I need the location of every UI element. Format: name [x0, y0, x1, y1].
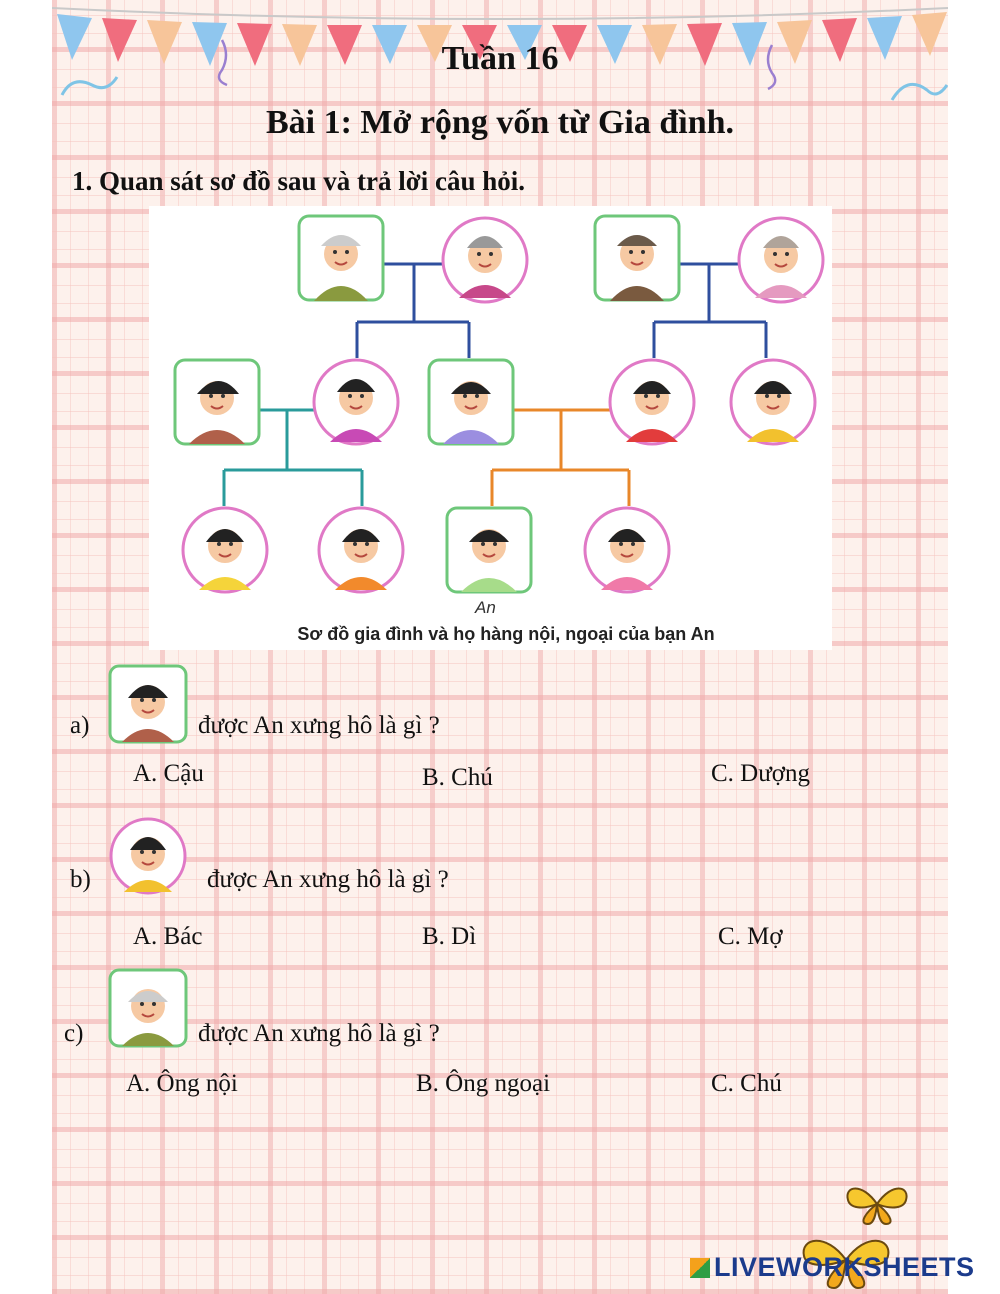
an-label: An: [475, 598, 496, 617]
an-portrait: [447, 508, 531, 592]
question-b-option-a[interactable]: A. Bác: [133, 923, 203, 950]
mother-portrait: [610, 360, 694, 444]
week-title: Tuần 16: [441, 40, 559, 77]
question-a-portrait: [108, 664, 188, 744]
question-a-option-c[interactable]: C. Dượng: [711, 760, 810, 787]
question-b-portrait: [108, 816, 188, 896]
question-c-option-a[interactable]: A. Ông nội: [126, 1070, 238, 1097]
liveworksheets-text: LIVEWORKSHEETS: [714, 1252, 975, 1282]
maternal-grandmother-portrait: [739, 218, 823, 302]
question-a-option-a[interactable]: A. Cậu: [133, 760, 204, 787]
cousin-girl-1-portrait: [183, 508, 267, 592]
maternal-grandfather-portrait: [595, 216, 679, 301]
question-a-letter: a): [70, 712, 90, 739]
question-a-text: được An xưng hô là gì ?: [198, 712, 440, 739]
exercise-heading: 1. Quan sát sơ đồ sau và trả lời câu hỏi.: [72, 166, 525, 196]
butterfly-icon: [842, 1182, 912, 1226]
question-b-text: được An xưng hô là gì ?: [207, 866, 449, 893]
question-b-option-c[interactable]: C. Mợ: [718, 923, 783, 950]
question-c-option-c[interactable]: C. Chú: [711, 1070, 782, 1097]
aunt-paternal-portrait: [314, 360, 398, 444]
question-c-option-b[interactable]: B. Ông ngoại: [416, 1070, 551, 1097]
lesson-title: Bài 1: Mở rộng vốn từ Gia đình.: [265, 104, 735, 141]
paternal-grandmother-portrait: [443, 218, 527, 302]
uncle-paternal-portrait: [175, 360, 259, 444]
cousin-girl-2-portrait: [319, 508, 403, 592]
liveworksheets-watermark: [690, 1252, 975, 1283]
father-portrait: [429, 360, 513, 444]
liveworksheets-logo-icon: [690, 1258, 710, 1278]
diagram-caption: Sơ đồ gia đình và họ hàng nội, ngoại của bạn An: [297, 624, 715, 644]
question-a-option-b[interactable]: B. Chú: [422, 764, 493, 791]
sister-portrait: [585, 508, 669, 592]
question-c-text: được An xưng hô là gì ?: [198, 1020, 440, 1047]
paternal-grandfather-portrait: [299, 216, 383, 301]
question-b-letter: b): [70, 866, 91, 893]
question-b-option-b[interactable]: B. Dì: [422, 923, 477, 950]
family-tree-diagram: [149, 206, 832, 650]
question-c-letter: c): [64, 1020, 84, 1047]
aunt-maternal-portrait: [731, 360, 815, 444]
question-c-portrait: [108, 968, 188, 1048]
